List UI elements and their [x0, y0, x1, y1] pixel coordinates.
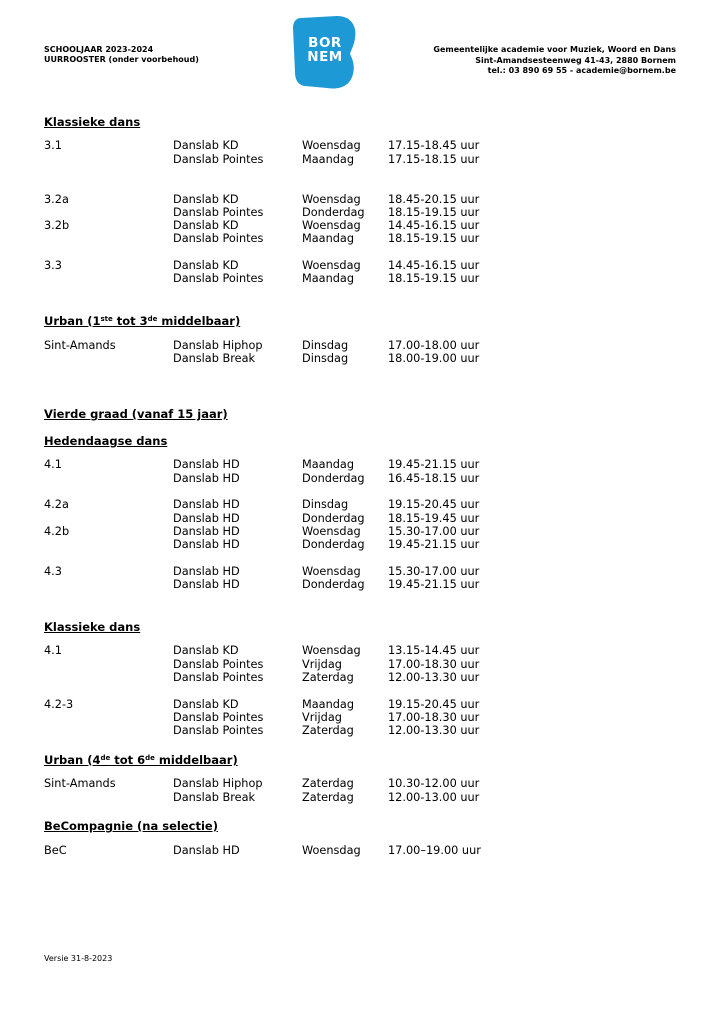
time-cell: 12.00-13.30 uur — [388, 671, 480, 684]
group-cell: BeC — [44, 844, 67, 857]
heading-vierde-graad: Vierde graad (vanaf 15 jaar) — [44, 407, 228, 421]
course-cell: Danslab Pointes — [173, 658, 264, 671]
course-cell: Danslab HD — [173, 565, 240, 578]
schedule-row — [0, 498, 722, 512]
day-cell: Maandag — [302, 153, 355, 166]
heading-becompagnie: BeCompagnie (na selectie) — [44, 819, 218, 833]
schedule-row — [0, 538, 722, 552]
schedule-row — [0, 777, 722, 791]
group-cell: Sint-Amands — [44, 339, 116, 352]
day-cell: Zaterdag — [302, 671, 354, 684]
academy-name: Gemeentelijke academie voor Muziek, Woord en Dans — [433, 45, 676, 54]
schedule-row — [0, 644, 722, 658]
version-note: Versie 31-8-2023 — [44, 954, 113, 963]
time-cell: 14.45-16.15 uur — [388, 259, 480, 272]
group-cell: 4.2a — [44, 498, 69, 511]
course-cell: Danslab HD — [173, 458, 240, 471]
schedule-row — [0, 153, 722, 167]
header-right — [433, 45, 676, 77]
schedule-row — [0, 219, 722, 233]
time-cell: 16.45-18.15 uur — [388, 472, 480, 485]
day-cell: Dinsdag — [302, 498, 349, 511]
time-cell: 17.00–19.00 uur — [388, 844, 481, 857]
day-cell: Woensdag — [302, 644, 361, 657]
course-cell: Danslab KD — [173, 259, 239, 272]
course-cell: Danslab HD — [173, 578, 240, 591]
schedule-row — [0, 791, 722, 805]
time-cell: 12.00-13.30 uur — [388, 724, 480, 737]
bornem-logo — [293, 16, 357, 90]
day-cell: Maandag — [302, 232, 355, 245]
time-cell: 15.30-17.00 uur — [388, 565, 480, 578]
schedule-row — [0, 206, 722, 220]
schedule-row — [0, 671, 722, 685]
heading-text: Urban (1 — [44, 314, 101, 328]
day-cell: Dinsdag — [302, 339, 349, 352]
group-cell: 3.1 — [44, 139, 62, 152]
course-cell: Danslab KD — [173, 698, 239, 711]
time-cell: 13.15-14.45 uur — [388, 644, 480, 657]
course-cell: Danslab HD — [173, 525, 240, 538]
heading-sup: ste — [100, 315, 113, 323]
heading-urban-1-3 — [44, 314, 240, 328]
group-cell: Sint-Amands — [44, 777, 116, 790]
heading-klassieke-dans: Klassieke dans — [44, 115, 141, 129]
course-cell: Danslab Hiphop — [173, 777, 263, 790]
schedule-row — [0, 193, 722, 207]
academy-contact: tel.: 03 890 69 55 - academie@bornem.be — [487, 66, 676, 75]
group-cell: 3.2b — [44, 219, 70, 232]
schedule-row — [0, 259, 722, 273]
course-cell: Danslab Pointes — [173, 724, 264, 737]
schedule-row — [0, 139, 722, 153]
heading-urban-4-6 — [44, 753, 238, 767]
day-cell: Maandag — [302, 272, 355, 285]
heading-text: Urban (4 — [44, 753, 101, 767]
day-cell: Donderdag — [302, 512, 365, 525]
schedule-title: UURROOSTER (onder voorbehoud) — [44, 55, 199, 64]
day-cell: Zaterdag — [302, 777, 354, 790]
time-cell: 17.00-18.00 uur — [388, 339, 480, 352]
schedule-row — [0, 565, 722, 579]
day-cell: Maandag — [302, 698, 355, 711]
time-cell: 19.15-20.45 uur — [388, 498, 480, 511]
day-cell: Maandag — [302, 458, 355, 471]
group-cell: 4.1 — [44, 458, 62, 471]
schedule-row — [0, 724, 722, 738]
day-cell: Zaterdag — [302, 724, 354, 737]
course-cell: Danslab KD — [173, 219, 239, 232]
course-cell: Danslab KD — [173, 644, 239, 657]
time-cell: 17.00-18.30 uur — [388, 711, 480, 724]
logo-text — [293, 36, 357, 64]
group-cell: 3.2a — [44, 193, 69, 206]
heading-hedendaagse-dans: Hedendaagse dans — [44, 434, 168, 448]
time-cell: 19.45-21.15 uur — [388, 578, 480, 591]
schedule-row — [0, 512, 722, 526]
course-cell: Danslab Pointes — [173, 232, 264, 245]
day-cell: Woensdag — [302, 139, 361, 152]
course-cell: Danslab HD — [173, 498, 240, 511]
time-cell: 18.00-19.00 uur — [388, 352, 480, 365]
time-cell: 17.15-18.15 uur — [388, 153, 480, 166]
school-year: SCHOOLJAAR 2023-2024 — [44, 45, 154, 54]
time-cell: 19.45-21.15 uur — [388, 458, 480, 471]
course-cell: Danslab Pointes — [173, 272, 264, 285]
day-cell: Woensdag — [302, 193, 361, 206]
time-cell: 17.00-18.30 uur — [388, 658, 480, 671]
time-cell: 17.15-18.45 uur — [388, 139, 480, 152]
course-cell: Danslab Pointes — [173, 153, 264, 166]
heading-text: middelbaar) — [157, 314, 241, 328]
schedule-row — [0, 232, 722, 246]
time-cell: 18.45-20.15 uur — [388, 193, 480, 206]
time-cell: 18.15-19.15 uur — [388, 272, 480, 285]
course-cell: Danslab HD — [173, 844, 240, 857]
group-cell: 4.2-3 — [44, 698, 74, 711]
day-cell: Donderdag — [302, 472, 365, 485]
course-cell: Danslab HD — [173, 472, 240, 485]
day-cell: Dinsdag — [302, 352, 349, 365]
day-cell: Vrijdag — [302, 658, 342, 671]
time-cell: 18.15-19.45 uur — [388, 512, 480, 525]
academy-address: Sint-Amandsesteenweg 41-43, 2880 Bornem — [475, 55, 676, 65]
time-cell: 18.15-19.15 uur — [388, 232, 480, 245]
heading-sup: de — [100, 754, 111, 762]
time-cell: 12.00-13.00 uur — [388, 791, 480, 804]
course-cell: Danslab Hiphop — [173, 339, 263, 352]
header-left — [44, 45, 199, 65]
day-cell: Woensdag — [302, 565, 361, 578]
day-cell: Donderdag — [302, 538, 365, 551]
time-cell: 14.45-16.15 uur — [388, 219, 480, 232]
day-cell: Woensdag — [302, 259, 361, 272]
schedule-row — [0, 698, 722, 712]
schedule-row — [0, 711, 722, 725]
course-cell: Danslab KD — [173, 139, 239, 152]
schedule-row — [0, 458, 722, 472]
day-cell: Woensdag — [302, 844, 361, 857]
group-cell: 4.1 — [44, 644, 62, 657]
time-cell: 18.15-19.15 uur — [388, 206, 480, 219]
time-cell: 19.15-20.45 uur — [388, 698, 480, 711]
schedule-row — [0, 844, 722, 858]
schedule-row — [0, 578, 722, 592]
group-cell: 4.2b — [44, 525, 70, 538]
time-cell: 15.30-17.00 uur — [388, 525, 480, 538]
heading-sup: de — [147, 315, 158, 323]
course-cell: Danslab Break — [173, 791, 256, 804]
schedule-row — [0, 472, 722, 486]
course-cell: Danslab Break — [173, 352, 256, 365]
course-cell: Danslab HD — [173, 538, 240, 551]
schedule-row — [0, 272, 722, 286]
day-cell: Zaterdag — [302, 791, 354, 804]
day-cell: Woensdag — [302, 525, 361, 538]
course-cell: Danslab HD — [173, 512, 240, 525]
course-cell: Danslab Pointes — [173, 671, 264, 684]
time-cell: 19.45-21.15 uur — [388, 538, 480, 551]
schedule-row — [0, 658, 722, 672]
group-cell: 4.3 — [44, 565, 62, 578]
day-cell: Woensdag — [302, 219, 361, 232]
heading-klassieke-dans-2: Klassieke dans — [44, 620, 141, 634]
schedule-row — [0, 352, 722, 366]
logo-line-2: NEM — [307, 49, 343, 65]
heading-text: middelbaar) — [154, 753, 238, 767]
heading-text: tot 3 — [112, 314, 148, 328]
heading-sup: de — [145, 754, 155, 762]
day-cell: Vrijdag — [302, 711, 342, 724]
course-cell: Danslab KD — [173, 193, 239, 206]
course-cell: Danslab Pointes — [173, 206, 264, 219]
heading-text: tot 6 — [110, 753, 146, 767]
day-cell: Donderdag — [302, 578, 365, 591]
course-cell: Danslab Pointes — [173, 711, 264, 724]
schedule-row — [0, 525, 722, 539]
schedule-row — [0, 339, 722, 353]
time-cell: 10.30-12.00 uur — [388, 777, 480, 790]
group-cell: 3.3 — [44, 259, 62, 272]
logo-line-1: BOR — [308, 35, 342, 51]
day-cell: Donderdag — [302, 206, 365, 219]
